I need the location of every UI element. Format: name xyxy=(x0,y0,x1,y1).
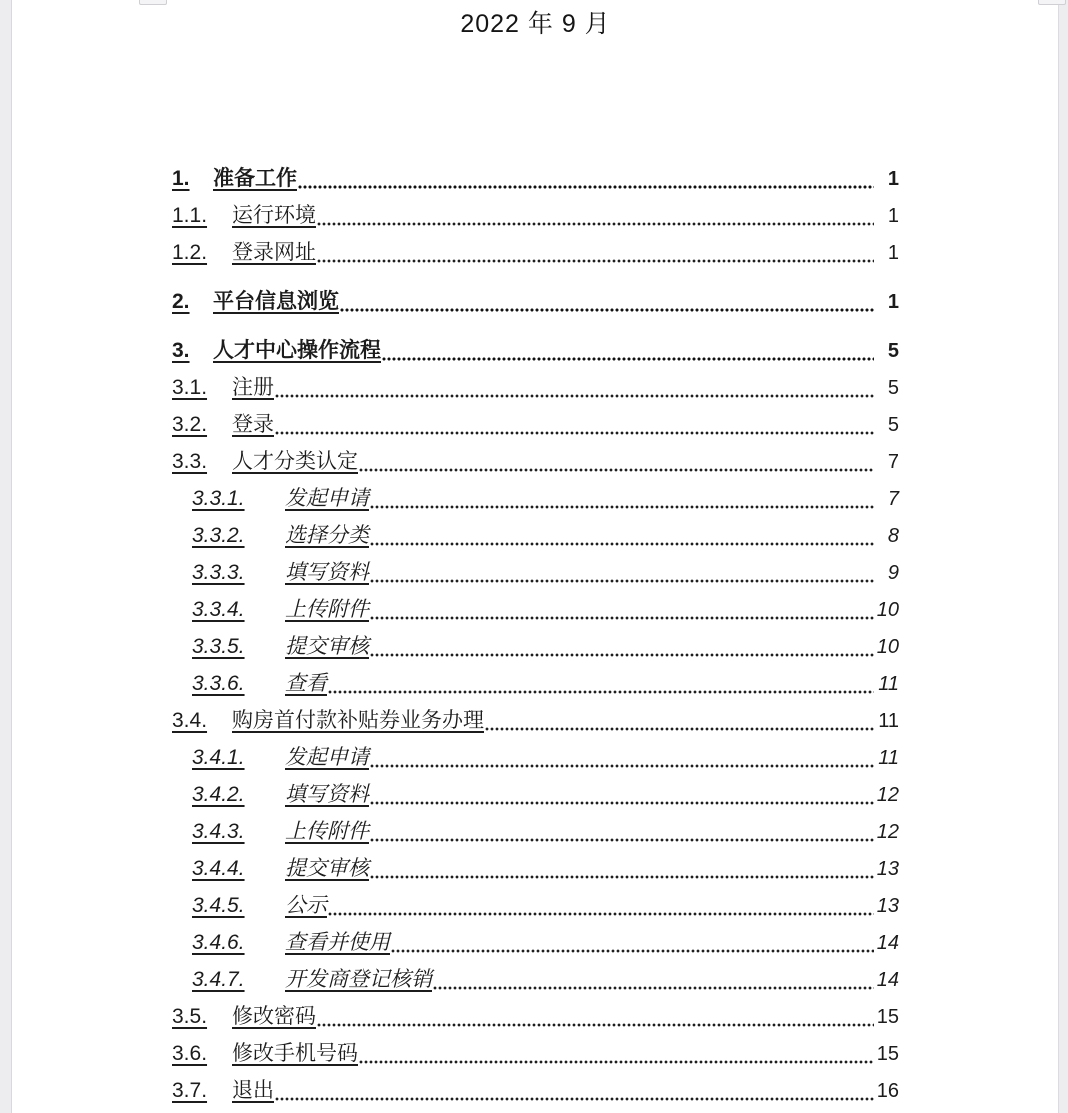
toc-entry[interactable] xyxy=(172,961,899,998)
dot-leader xyxy=(433,961,874,998)
toc-entry-label: 选择分类 xyxy=(285,524,369,547)
toc-entry-number: 3.4.1. xyxy=(192,746,245,769)
dot-leader xyxy=(317,998,874,1035)
toc-entry-number: 3.4.5. xyxy=(192,894,245,917)
toc-entry-label: 平台信息浏览 xyxy=(213,290,339,313)
toc-entry-number: 3.3.3. xyxy=(192,561,245,584)
dot-leader xyxy=(370,554,874,591)
toc-entry[interactable] xyxy=(172,998,899,1035)
toc-entry-number: 1.2. xyxy=(172,241,208,264)
toc-entry-page-number: 12 xyxy=(876,821,899,843)
toc-entry-number: 3.2. xyxy=(172,413,208,436)
toc-entry-number: 1.1. xyxy=(172,204,208,227)
toc-entry-page-number: 5 xyxy=(887,414,899,436)
toc-entry[interactable] xyxy=(172,283,899,320)
toc-entry-number: 3.3.1. xyxy=(192,487,245,510)
toc-entry-number: 3.3.4. xyxy=(192,598,245,621)
toc-entry-page-number: 1 xyxy=(887,242,899,264)
toc-entry-number: 3.6. xyxy=(172,1042,208,1065)
toc-entry-number: 3.4.6. xyxy=(192,931,245,954)
toc-entry-number: 3.3.6. xyxy=(192,672,245,695)
toc-entry-label: 运行环境 xyxy=(232,204,316,227)
toc-entry-label: 提交审核 xyxy=(285,857,369,880)
toc-entry-number: 3.4. xyxy=(172,709,208,732)
toc-entry-label: 修改手机号码 xyxy=(232,1042,358,1065)
toc-entry[interactable] xyxy=(172,665,899,702)
dot-leader xyxy=(298,160,874,197)
toc-entry-label: 填写资料 xyxy=(285,561,369,584)
toc-entry-label: 发起申请 xyxy=(285,487,369,510)
dot-leader xyxy=(275,406,874,443)
dot-leader xyxy=(370,628,874,665)
toc-entry-page-number: 7 xyxy=(887,451,899,473)
toc-entry-number: 3.4.7. xyxy=(192,968,245,991)
toc-entry[interactable] xyxy=(172,443,899,480)
dot-leader xyxy=(370,480,874,517)
toc-entry-page-number: 13 xyxy=(876,895,899,917)
toc-entry-number: 3.7. xyxy=(172,1079,208,1102)
toc-entry[interactable] xyxy=(172,160,899,197)
dot-leader xyxy=(370,739,874,776)
toc-entry-number: 3.3.5. xyxy=(192,635,245,658)
toc-entry[interactable] xyxy=(172,813,899,850)
toc-entry-label: 登录网址 xyxy=(232,241,316,264)
toc-entry-number: 3.4.3. xyxy=(192,820,245,843)
dot-leader xyxy=(370,776,874,813)
toc-entry-number: 3. xyxy=(172,339,190,362)
toc-entry-label: 查看 xyxy=(285,672,327,695)
toc-entry[interactable] xyxy=(172,628,899,665)
toc-entry-label: 上传附件 xyxy=(285,820,369,843)
toc-entry-number: 3.3.2. xyxy=(192,524,245,547)
toc-entry-label: 开发商登记核销 xyxy=(285,968,432,991)
toc-entry-page-number: 14 xyxy=(876,932,899,954)
toc-entry-label: 注册 xyxy=(232,376,274,399)
toc-entry-number: 3.1. xyxy=(172,376,208,399)
dot-leader xyxy=(275,369,874,406)
dot-leader xyxy=(370,850,874,887)
toc-entry-page-number: 5 xyxy=(887,377,899,399)
toc-entry[interactable] xyxy=(172,591,899,628)
dot-leader xyxy=(359,1035,874,1072)
toc-entry-page-number: 7 xyxy=(887,488,899,510)
toc-entry-page-number: 15 xyxy=(876,1043,899,1065)
toc-entry[interactable] xyxy=(172,406,899,443)
toc-entry-page-number: 1 xyxy=(887,291,899,313)
dot-leader xyxy=(370,813,874,850)
toc-entry[interactable] xyxy=(172,369,899,406)
toc-entry-label: 准备工作 xyxy=(213,167,297,190)
dot-leader xyxy=(317,197,874,234)
toc-entry-page-number: 9 xyxy=(887,562,899,584)
toc-entry-number: 3.5. xyxy=(172,1005,208,1028)
toc-entry-number: 3.3. xyxy=(172,450,208,473)
toc-entry-number: 2. xyxy=(172,290,190,313)
dot-leader xyxy=(317,234,874,271)
toc-entry-page-number: 16 xyxy=(876,1080,899,1102)
toc-entry-page-number: 1 xyxy=(887,205,899,227)
toc-entry-page-number: 12 xyxy=(876,784,899,806)
toc-entry[interactable] xyxy=(172,702,899,739)
toc-entry-page-number: 13 xyxy=(876,858,899,880)
toc-entry-number: 3.4.4. xyxy=(192,857,245,880)
document-date-title: 2022 年 9 月 xyxy=(460,10,611,38)
toc-entry[interactable] xyxy=(172,739,899,776)
toc-entry-label: 登录 xyxy=(232,413,274,436)
toc-entry-label: 购房首付款补贴券业务办理 xyxy=(232,709,484,732)
dot-leader xyxy=(359,443,874,480)
toc-entry-label: 公示 xyxy=(285,894,327,917)
toc-entry[interactable] xyxy=(172,197,899,234)
toc-entry-label: 人才分类认定 xyxy=(232,450,358,473)
toc-entry[interactable] xyxy=(172,480,899,517)
toc-entry-page-number: 11 xyxy=(878,673,899,695)
dot-leader xyxy=(328,665,874,702)
toc-entry-page-number: 10 xyxy=(876,636,899,658)
toc-entry-page-number: 15 xyxy=(876,1006,899,1028)
toc-entry[interactable] xyxy=(172,517,899,554)
app-background-right-strip xyxy=(1058,0,1068,1113)
dot-leader xyxy=(275,1072,874,1109)
dot-leader xyxy=(391,924,874,961)
dot-leader xyxy=(485,702,874,739)
toc-entry[interactable] xyxy=(172,776,899,813)
toc-entry-page-number: 10 xyxy=(876,599,899,621)
toc-entry[interactable] xyxy=(172,1072,899,1109)
toc-entry-label: 发起申请 xyxy=(285,746,369,769)
toc-entry-number: 1. xyxy=(172,167,190,190)
toc-entry-page-number: 1 xyxy=(887,168,899,190)
dot-leader xyxy=(340,283,874,320)
table-of-contents xyxy=(172,160,899,1109)
toc-entry-label: 提交审核 xyxy=(285,635,369,658)
toc-entry-number: 3.4.2. xyxy=(192,783,245,806)
dot-leader xyxy=(382,332,874,369)
toc-entry-label: 人才中心操作流程 xyxy=(213,339,381,362)
toc-entry[interactable] xyxy=(172,1035,899,1072)
toc-entry[interactable] xyxy=(172,332,899,369)
toc-entry[interactable] xyxy=(172,234,899,271)
dot-leader xyxy=(370,517,874,554)
toc-entry-label: 上传附件 xyxy=(285,598,369,621)
toc-entry-page-number: 14 xyxy=(876,969,899,991)
toc-entry[interactable] xyxy=(172,887,899,924)
app-background-left-strip xyxy=(0,0,12,1113)
toc-entry-label: 退出 xyxy=(232,1079,274,1102)
toc-entry-label: 修改密码 xyxy=(232,1005,316,1028)
toc-entry[interactable] xyxy=(172,554,899,591)
toc-entry-label: 查看并使用 xyxy=(285,931,390,954)
toc-entry-page-number: 11 xyxy=(878,710,899,732)
dot-leader xyxy=(328,887,874,924)
toc-entry-page-number: 11 xyxy=(878,747,899,769)
dot-leader xyxy=(370,591,874,628)
toc-entry-page-number: 5 xyxy=(887,340,899,362)
toc-entry[interactable] xyxy=(172,850,899,887)
toc-entry-page-number: 8 xyxy=(887,525,899,547)
toc-entry-label: 填写资料 xyxy=(285,783,369,806)
toc-entry[interactable] xyxy=(172,924,899,961)
